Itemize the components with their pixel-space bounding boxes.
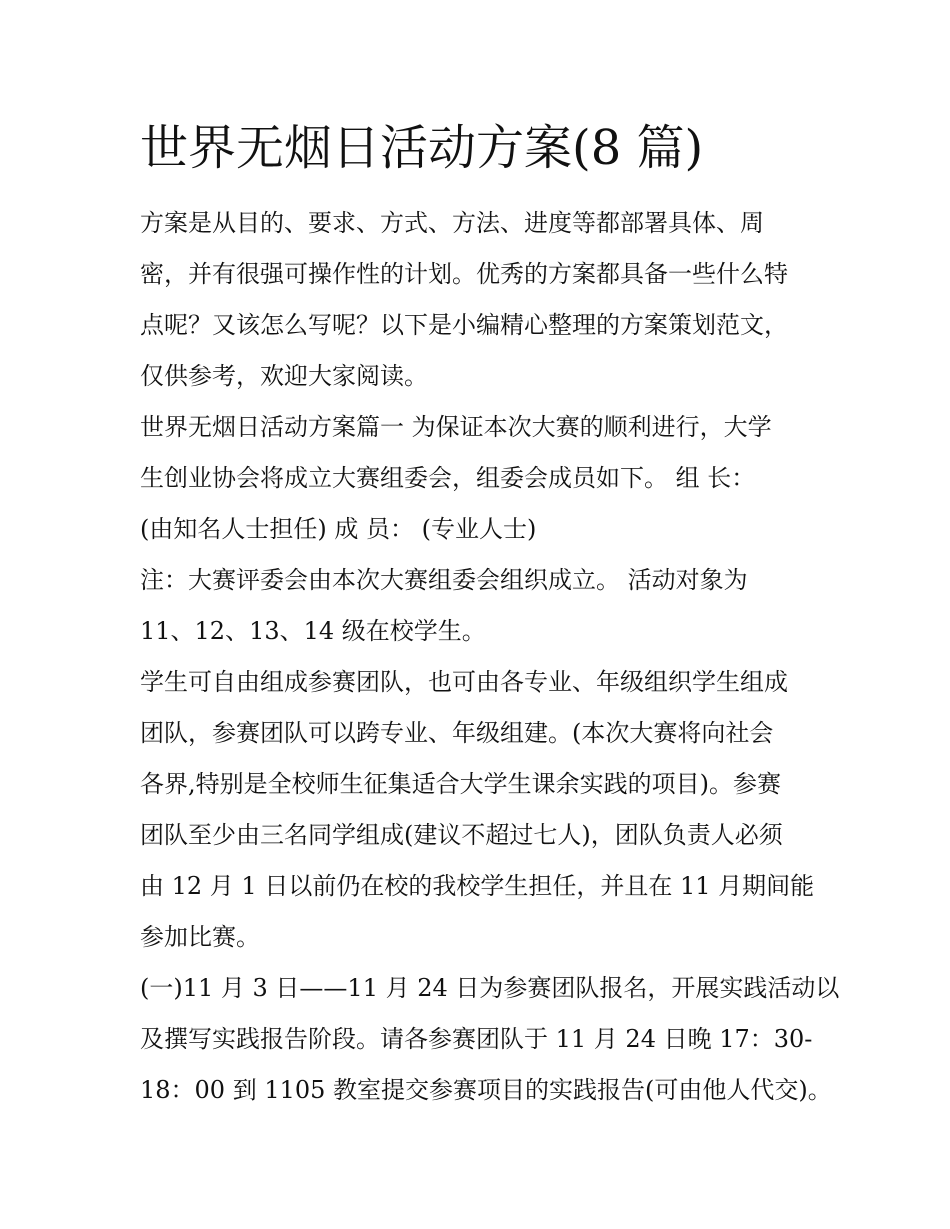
body-line: 及撰写实践报告阶段。请各参赛团队于 11 月 24 日晚 17：30- [140,1025,813,1053]
body-line: 参加比赛。 [140,923,260,951]
document-title: 世界无烟日活动方案(8 篇) [140,120,704,176]
body-line: 方案是从目的、要求、方式、方法、进度等都部署具体、周 [140,209,764,237]
body-line: 仅供参考，欢迎大家阅读。 [140,362,428,390]
body-line: 点呢？又该怎么写呢？以下是小编精心整理的方案策划范文， [140,311,788,339]
body-line: 团队，参赛团队可以跨专业、年级组建。(本次大赛将向社会 [140,719,774,747]
document-body [140,198,840,1116]
body-line: 由 12 月 1 日以前仍在校的我校学生担任，并且在 11 月期间能 [140,872,815,900]
body-line: 世界无烟日活动方案篇一 为保证本次大赛的顺利进行，大学 [140,413,772,441]
body-line: 注：大赛评委会由本次大赛组委会组织成立。 活动对象为 [140,566,748,594]
body-line: 学生可自由组成参赛团队，也可由各专业、年级组织学生组成 [140,668,788,696]
body-line: 团队至少由三名同学组成(建议不超过七人)，团队负责人必须 [140,821,783,849]
body-line: (一)11 月 3 日——11 月 24 日为参赛团队报名，开展实践活动以 [140,974,840,1002]
body-line: 18：00 到 1105 教室提交参赛项目的实践报告(可由他人代交)。 [140,1076,832,1104]
body-line: 各界,特别是全校师生征集适合大学生课余实践的项目)。参赛 [140,770,781,798]
body-line: 生创业协会将成立大赛组委会，组委会成员如下。 组 长： [140,464,756,492]
body-line: (由知名人士担任) 成 员： (专业人士) [140,515,537,543]
body-line: 密，并有很强可操作性的计划。优秀的方案都具备一些什么特 [140,260,788,288]
body-line: 11、12、13、14 级在校学生。 [140,617,486,645]
